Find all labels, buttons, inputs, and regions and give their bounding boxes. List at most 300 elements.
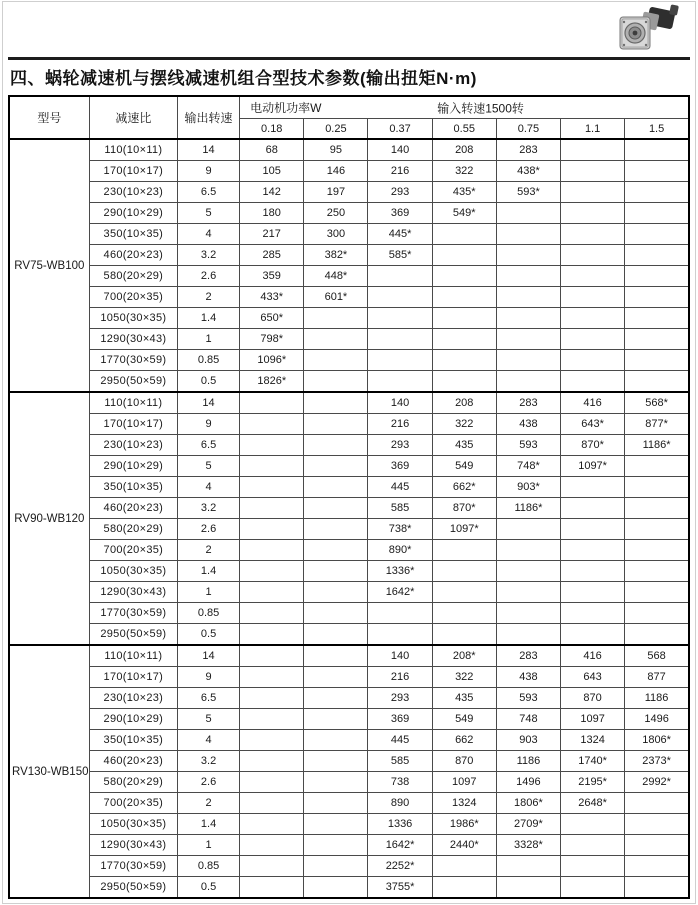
output-speed-cell: 9	[177, 414, 239, 435]
torque-value-cell	[240, 456, 304, 477]
torque-value-cell: 293	[368, 688, 432, 709]
torque-value-cell	[304, 329, 368, 350]
ratio-cell: 170(10×17)	[89, 414, 177, 435]
torque-value-cell	[625, 540, 689, 561]
ratio-cell: 1050(30×35)	[89, 308, 177, 329]
torque-value-cell	[625, 835, 689, 856]
torque-value-cell: 1806*	[496, 793, 560, 814]
torque-value-cell	[561, 856, 625, 877]
output-speed-cell: 0.5	[177, 877, 239, 899]
table-row	[9, 751, 689, 772]
torque-value-cell: 140	[368, 645, 432, 667]
ratio-cell: 110(10×11)	[89, 645, 177, 667]
torque-value-cell	[240, 751, 304, 772]
table-row	[9, 540, 689, 561]
torque-value-cell: 208	[432, 139, 496, 161]
ratio-cell: 1290(30×43)	[89, 329, 177, 350]
output-speed-cell: 2.6	[177, 266, 239, 287]
torque-value-cell	[304, 392, 368, 414]
torque-value-cell: 593	[496, 688, 560, 709]
torque-value-cell	[625, 224, 689, 245]
torque-value-cell: 1336	[368, 814, 432, 835]
torque-value-cell	[368, 624, 432, 646]
table-body	[9, 139, 689, 898]
output-speed-cell: 14	[177, 139, 239, 161]
power-column-header: 0.25	[304, 119, 368, 140]
output-speed-cell: 3.2	[177, 751, 239, 772]
power-input-speed-header	[240, 96, 689, 119]
torque-value-cell	[240, 477, 304, 498]
torque-value-cell	[368, 287, 432, 308]
output-speed-cell: 6.5	[177, 688, 239, 709]
torque-value-cell: 662	[432, 730, 496, 751]
torque-value-cell: 445	[368, 477, 432, 498]
ratio-cell: 350(10×35)	[89, 730, 177, 751]
table-row	[9, 856, 689, 877]
table-header	[9, 96, 689, 139]
torque-value-cell: 359	[240, 266, 304, 287]
torque-value-cell: 643	[561, 667, 625, 688]
spec-table	[8, 95, 690, 899]
torque-value-cell: 1097	[561, 709, 625, 730]
output-speed-cell: 9	[177, 667, 239, 688]
ratio-cell: 230(10×23)	[89, 435, 177, 456]
torque-value-cell: 180	[240, 203, 304, 224]
table-row	[9, 414, 689, 435]
output-speed-cell: 5	[177, 203, 239, 224]
torque-value-cell: 435	[432, 688, 496, 709]
torque-value-cell	[240, 835, 304, 856]
table-row	[9, 814, 689, 835]
torque-value-cell	[304, 645, 368, 667]
ratio-cell: 700(20×35)	[89, 287, 177, 308]
torque-value-cell: 369	[368, 456, 432, 477]
ratio-cell: 580(20×29)	[89, 266, 177, 287]
torque-value-cell	[625, 603, 689, 624]
torque-value-cell: 585	[368, 751, 432, 772]
torque-value-cell: 1496	[496, 772, 560, 793]
input-speed-label: 输入转速1500转	[437, 101, 524, 115]
table-row	[9, 877, 689, 899]
torque-value-cell	[304, 667, 368, 688]
torque-value-cell: 216	[368, 161, 432, 182]
table-row	[9, 835, 689, 856]
torque-value-cell	[561, 308, 625, 329]
torque-value-cell: 870*	[432, 498, 496, 519]
torque-value-cell	[304, 772, 368, 793]
torque-value-cell	[304, 814, 368, 835]
output-speed-cell: 0.85	[177, 603, 239, 624]
torque-value-cell	[561, 203, 625, 224]
torque-value-cell: 643*	[561, 414, 625, 435]
torque-value-cell: 416	[561, 645, 625, 667]
table-row	[9, 624, 689, 646]
torque-value-cell: 293	[368, 435, 432, 456]
torque-value-cell: 197	[304, 182, 368, 203]
torque-value-cell: 1986*	[432, 814, 496, 835]
torque-value-cell	[432, 582, 496, 603]
torque-value-cell	[304, 456, 368, 477]
torque-value-cell	[496, 287, 560, 308]
torque-value-cell: 890*	[368, 540, 432, 561]
torque-value-cell: 445	[368, 730, 432, 751]
torque-value-cell: 2648*	[561, 793, 625, 814]
output-speed-cell: 2.6	[177, 772, 239, 793]
torque-value-cell	[561, 877, 625, 899]
torque-value-cell: 1186	[496, 751, 560, 772]
torque-value-cell	[561, 329, 625, 350]
output-speed-cell: 4	[177, 224, 239, 245]
table-row	[9, 161, 689, 182]
table-row	[9, 688, 689, 709]
torque-value-cell: 2709*	[496, 814, 560, 835]
model-cell: RV75-WB100	[9, 139, 89, 392]
torque-value-cell	[368, 266, 432, 287]
torque-value-cell: 140	[368, 392, 432, 414]
torque-value-cell	[240, 667, 304, 688]
table-row	[9, 561, 689, 582]
torque-value-cell	[432, 603, 496, 624]
table-row	[9, 371, 689, 393]
torque-value-cell: 870	[561, 688, 625, 709]
torque-value-cell	[496, 203, 560, 224]
torque-value-cell: 549	[432, 456, 496, 477]
table-row	[9, 329, 689, 350]
table-row	[9, 435, 689, 456]
output-speed-cell: 6.5	[177, 182, 239, 203]
table-row	[9, 203, 689, 224]
table-row	[9, 709, 689, 730]
torque-value-cell: 1324	[561, 730, 625, 751]
torque-value-cell	[304, 519, 368, 540]
power-column-header: 1.1	[561, 119, 625, 140]
output-speed-cell: 0.85	[177, 350, 239, 371]
torque-value-cell	[625, 814, 689, 835]
output-speed-cell: 4	[177, 730, 239, 751]
table-row	[9, 287, 689, 308]
model-cell: RV130-WB150	[9, 645, 89, 898]
torque-value-cell	[625, 266, 689, 287]
output-speed-cell: 1	[177, 329, 239, 350]
table-row	[9, 477, 689, 498]
torque-value-cell	[432, 245, 496, 266]
torque-value-cell: 870*	[561, 435, 625, 456]
torque-value-cell: 445*	[368, 224, 432, 245]
torque-value-cell: 1642*	[368, 835, 432, 856]
torque-value-cell	[240, 498, 304, 519]
gearbox-photo	[612, 3, 682, 55]
output-speed-cell: 1.4	[177, 814, 239, 835]
table-row	[9, 793, 689, 814]
torque-value-cell: 890	[368, 793, 432, 814]
ratio-cell: 460(20×23)	[89, 498, 177, 519]
torque-value-cell	[496, 245, 560, 266]
torque-value-cell	[625, 582, 689, 603]
torque-value-cell	[561, 224, 625, 245]
output-speed-cell: 1.4	[177, 308, 239, 329]
torque-value-cell: 140	[368, 139, 432, 161]
output-speed-cell: 0.85	[177, 856, 239, 877]
table-row	[9, 582, 689, 603]
torque-value-cell	[240, 624, 304, 646]
torque-value-cell	[368, 308, 432, 329]
ratio-cell: 1290(30×43)	[89, 835, 177, 856]
torque-value-cell: 1642*	[368, 582, 432, 603]
table-row	[9, 392, 689, 414]
torque-value-cell	[432, 877, 496, 899]
torque-value-cell	[561, 561, 625, 582]
torque-value-cell	[561, 266, 625, 287]
ratio-cell: 350(10×35)	[89, 477, 177, 498]
torque-value-cell: 146	[304, 161, 368, 182]
torque-value-cell: 650*	[240, 308, 304, 329]
ratio-cell: 580(20×29)	[89, 519, 177, 540]
torque-value-cell	[240, 435, 304, 456]
torque-value-cell: 285	[240, 245, 304, 266]
torque-value-cell	[240, 772, 304, 793]
torque-value-cell	[561, 287, 625, 308]
torque-value-cell: 2195*	[561, 772, 625, 793]
torque-value-cell: 903*	[496, 477, 560, 498]
table-row	[9, 266, 689, 287]
torque-value-cell	[625, 624, 689, 646]
torque-value-cell	[496, 540, 560, 561]
torque-value-cell: 293	[368, 182, 432, 203]
torque-value-cell	[240, 582, 304, 603]
torque-value-cell	[304, 751, 368, 772]
torque-value-cell	[625, 498, 689, 519]
table-row	[9, 772, 689, 793]
torque-value-cell	[240, 877, 304, 899]
torque-value-cell	[304, 414, 368, 435]
ratio-cell: 1050(30×35)	[89, 561, 177, 582]
table-row	[9, 224, 689, 245]
torque-value-cell	[240, 519, 304, 540]
table-row	[9, 456, 689, 477]
ratio-cell: 110(10×11)	[89, 392, 177, 414]
torque-value-cell: 369	[368, 709, 432, 730]
table-row	[9, 667, 689, 688]
output-speed-cell: 3.2	[177, 245, 239, 266]
torque-value-cell	[368, 371, 432, 393]
torque-value-cell	[561, 477, 625, 498]
output-speed-cell: 2	[177, 287, 239, 308]
torque-value-cell	[496, 877, 560, 899]
torque-value-cell	[432, 371, 496, 393]
torque-value-cell	[625, 477, 689, 498]
torque-value-cell	[304, 540, 368, 561]
torque-value-cell	[625, 856, 689, 877]
torque-value-cell	[304, 856, 368, 877]
output-speed-cell: 2.6	[177, 519, 239, 540]
torque-value-cell	[496, 350, 560, 371]
torque-value-cell: 662*	[432, 477, 496, 498]
torque-value-cell: 322	[432, 414, 496, 435]
ratio-cell: 1770(30×59)	[89, 350, 177, 371]
torque-value-cell	[304, 624, 368, 646]
torque-value-cell	[496, 561, 560, 582]
torque-value-cell: 1097	[432, 772, 496, 793]
torque-value-cell	[561, 161, 625, 182]
torque-value-cell	[625, 877, 689, 899]
output-speed-cell: 9	[177, 161, 239, 182]
torque-value-cell: 68	[240, 139, 304, 161]
torque-value-cell: 2373*	[625, 751, 689, 772]
torque-value-cell: 208	[432, 392, 496, 414]
torque-value-cell: 438	[496, 414, 560, 435]
torque-value-cell: 2440*	[432, 835, 496, 856]
table-row	[9, 519, 689, 540]
torque-value-cell: 3755*	[368, 877, 432, 899]
torque-value-cell	[240, 793, 304, 814]
torque-value-cell	[240, 414, 304, 435]
torque-value-cell	[496, 266, 560, 287]
torque-value-cell: 433*	[240, 287, 304, 308]
power-column-header: 0.37	[368, 119, 432, 140]
torque-value-cell: 2252*	[368, 856, 432, 877]
torque-value-cell	[625, 456, 689, 477]
torque-value-cell: 877	[625, 667, 689, 688]
torque-value-cell	[368, 350, 432, 371]
torque-value-cell	[561, 624, 625, 646]
torque-value-cell	[304, 835, 368, 856]
ratio-cell: 230(10×23)	[89, 182, 177, 203]
torque-value-cell	[561, 540, 625, 561]
torque-value-cell: 322	[432, 667, 496, 688]
ratio-cell: 110(10×11)	[89, 139, 177, 161]
title-rule	[8, 57, 690, 60]
table-row	[9, 603, 689, 624]
torque-value-cell	[561, 582, 625, 603]
output-speed-cell: 14	[177, 645, 239, 667]
torque-value-cell: 1186*	[496, 498, 560, 519]
torque-value-cell	[561, 139, 625, 161]
torque-value-cell	[304, 350, 368, 371]
torque-value-cell: 1186	[625, 688, 689, 709]
torque-value-cell	[304, 561, 368, 582]
torque-value-cell: 877*	[625, 414, 689, 435]
torque-value-cell: 435	[432, 435, 496, 456]
torque-value-cell: 798*	[240, 329, 304, 350]
torque-value-cell	[240, 709, 304, 730]
torque-value-cell: 208*	[432, 645, 496, 667]
table-row	[9, 350, 689, 371]
torque-value-cell: 216	[368, 414, 432, 435]
torque-value-cell: 748	[496, 709, 560, 730]
torque-value-cell	[625, 182, 689, 203]
torque-value-cell: 250	[304, 203, 368, 224]
torque-value-cell	[625, 561, 689, 582]
ratio-cell: 1770(30×59)	[89, 603, 177, 624]
table-row	[9, 730, 689, 751]
torque-value-cell	[304, 477, 368, 498]
torque-value-cell: 1496	[625, 709, 689, 730]
torque-value-cell: 95	[304, 139, 368, 161]
output-speed-cell: 1.4	[177, 561, 239, 582]
ratio-cell: 460(20×23)	[89, 751, 177, 772]
output-speed-cell: 5	[177, 456, 239, 477]
torque-value-cell	[432, 224, 496, 245]
ratio-cell: 460(20×23)	[89, 245, 177, 266]
torque-value-cell: 593*	[496, 182, 560, 203]
torque-value-cell: 870	[432, 751, 496, 772]
page-title: 四、蜗轮减速机与摆线减速机组合型技术参数(输出扭矩N·m)	[10, 69, 477, 88]
ratio-column-header: 减速比	[89, 96, 177, 139]
torque-value-cell: 1826*	[240, 371, 304, 393]
torque-value-cell	[561, 498, 625, 519]
torque-value-cell: 217	[240, 224, 304, 245]
ratio-cell: 350(10×35)	[89, 224, 177, 245]
torque-value-cell	[561, 371, 625, 393]
torque-value-cell: 283	[496, 645, 560, 667]
ratio-cell: 290(10×29)	[89, 709, 177, 730]
torque-value-cell: 748*	[496, 456, 560, 477]
ratio-cell: 2950(50×59)	[89, 877, 177, 899]
torque-value-cell	[304, 877, 368, 899]
torque-value-cell	[432, 266, 496, 287]
motor-power-label: 电动机功率W	[250, 101, 322, 115]
torque-value-cell: 1806*	[625, 730, 689, 751]
torque-value-cell: 105	[240, 161, 304, 182]
torque-value-cell	[432, 561, 496, 582]
torque-value-cell: 1740*	[561, 751, 625, 772]
table-row	[9, 308, 689, 329]
table-row	[9, 182, 689, 203]
torque-value-cell	[625, 329, 689, 350]
torque-value-cell	[625, 161, 689, 182]
torque-value-cell	[304, 498, 368, 519]
torque-value-cell	[561, 519, 625, 540]
torque-value-cell	[625, 203, 689, 224]
torque-value-cell	[240, 540, 304, 561]
torque-value-cell	[561, 182, 625, 203]
torque-value-cell	[496, 224, 560, 245]
ratio-cell: 170(10×17)	[89, 161, 177, 182]
torque-value-cell: 549	[432, 709, 496, 730]
torque-value-cell	[432, 624, 496, 646]
torque-value-cell: 568	[625, 645, 689, 667]
torque-value-cell	[625, 245, 689, 266]
torque-value-cell	[240, 730, 304, 751]
torque-value-cell	[368, 603, 432, 624]
torque-value-cell: 438	[496, 667, 560, 688]
ratio-cell: 580(20×29)	[89, 772, 177, 793]
ratio-cell: 290(10×29)	[89, 456, 177, 477]
torque-value-cell	[496, 308, 560, 329]
torque-value-cell	[432, 329, 496, 350]
torque-value-cell: 585*	[368, 245, 432, 266]
torque-value-cell	[240, 561, 304, 582]
torque-value-cell	[304, 582, 368, 603]
ratio-cell: 1770(30×59)	[89, 856, 177, 877]
torque-value-cell	[304, 709, 368, 730]
torque-value-cell	[496, 856, 560, 877]
torque-value-cell: 903	[496, 730, 560, 751]
torque-value-cell: 416	[561, 392, 625, 414]
torque-value-cell	[240, 856, 304, 877]
torque-value-cell: 1096*	[240, 350, 304, 371]
torque-value-cell	[496, 371, 560, 393]
torque-value-cell: 549*	[432, 203, 496, 224]
output-speed-cell: 5	[177, 709, 239, 730]
torque-value-cell	[496, 624, 560, 646]
torque-value-cell	[625, 287, 689, 308]
torque-value-cell	[240, 688, 304, 709]
torque-value-cell	[496, 519, 560, 540]
torque-value-cell	[304, 371, 368, 393]
torque-value-cell	[432, 540, 496, 561]
torque-value-cell: 738	[368, 772, 432, 793]
